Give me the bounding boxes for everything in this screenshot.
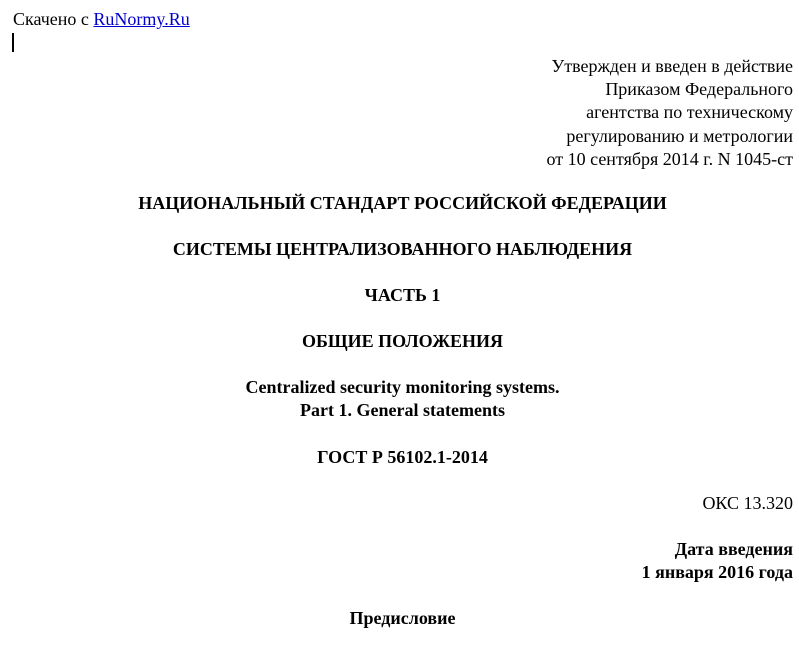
approval-block <box>546 55 793 171</box>
introduction-date: 1 января 2016 года <box>641 562 793 582</box>
english-title <box>0 376 799 422</box>
english-title-line-1: Centralized security monitoring systems. <box>245 377 560 397</box>
standard-title: СИСТЕМЫ ЦЕНТРАЛИЗОВАННОГО НАБЛЮДЕНИЯ <box>172 239 633 259</box>
english-title-line-2: Part 1. General statements <box>300 400 505 420</box>
introduction-label: Дата введения <box>674 539 793 559</box>
approval-line: агентства по техническому <box>586 102 793 123</box>
approval-line: Утвержден и введен в действие <box>551 56 793 76</box>
section-heading-foreword: Предисловие <box>349 608 456 628</box>
introduction-block <box>642 538 793 584</box>
source-link[interactable]: RuNormy.Ru <box>93 9 190 29</box>
source-line <box>13 8 190 30</box>
approval-line: Приказом Федерального <box>605 79 793 100</box>
text-cursor <box>12 33 14 52</box>
subtitle-heading: ОБЩИЕ ПОЛОЖЕНИЯ <box>301 331 504 351</box>
standard-code: ГОСТ Р 56102.1-2014 <box>317 447 488 467</box>
source-prefix: Скачено с <box>13 9 94 29</box>
approval-line: от 10 сентября 2014 г. N 1045-ст <box>546 148 793 169</box>
oks-code: ОКС 13.320 <box>702 493 793 513</box>
approval-line: регулированию и метрологии <box>566 125 793 146</box>
standard-type-heading: НАЦИОНАЛЬНЫЙ СТАНДАРТ РОССИЙСКОЙ ФЕДЕРАЦИИ <box>138 193 667 213</box>
part-heading: ЧАСТЬ 1 <box>364 285 441 305</box>
